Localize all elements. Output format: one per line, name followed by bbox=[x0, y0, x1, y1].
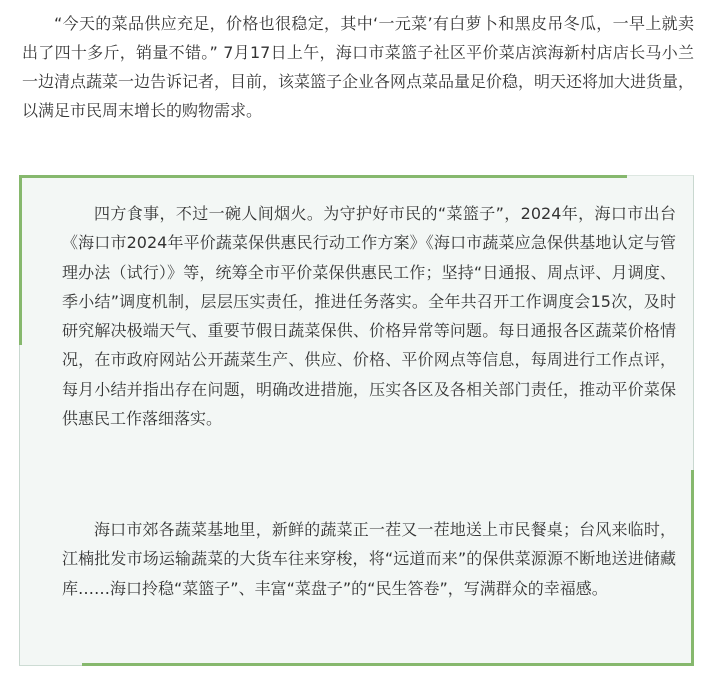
boxed-paragraph-closing: 海口市郊各蔬菜基地里，新鲜的蔬菜正一茬又一茬地送上市民餐桌；台风来临时，江楠批发市场运输蔬菜的大货车往来穿梭，将“远道而来”的保供菜源源不断地送进储藏库……海口拎稳“菜篮子”、丰富“菜盘子”的“民生答卷”，写满群众的幸福感。 bbox=[62, 520, 676, 598]
frame-accent-left bbox=[19, 175, 22, 345]
frame-accent-bottom bbox=[82, 663, 694, 666]
frame-accent-top bbox=[19, 175, 627, 178]
boxed-paragraph-policy: 四方食事，不过一碗人间烟火。为守护好市民的“菜篮子”，2024年，海口市出台《海口市2024年平价蔬菜保供惠民行动工作方案》《海口市蔬菜应急保供基地认定与管理办法（试行）》等，统筹全市平价菜保供惠民工作；坚持“日通报、周点评、月调度、季小结”调度机制，层层压实责任，推进任务落实。全年共召开工作调度会15次，及时研究解决极端天气、重要节假日蔬菜保供、价格异常等问题。每日通报各区蔬菜价格情况，在市政府网站公开蔬菜生产、供应、价格、平价网点等信息，每周进行工作点评，每月小结并指出存在问题，明确改进措施，压实各区及各相关部门责任，推动平价菜保供惠民工作落细落实。 bbox=[62, 204, 676, 429]
intro-paragraph: “今天的菜品供应充足，价格也很稳定，其中‘一元菜’有白萝卜和黑皮吊冬瓜，一早上就卖出了四十多斤，销量不错。” 7月17日上午，海口市菜篮子社区平价菜店滨海新村店店长马小兰一边清点蔬菜一边告诉记者，目前，该菜篮子企业各网点菜品量足价稳，明天还将加大进货量，以满足市民周末增长的购物需求。 bbox=[22, 14, 695, 120]
frame-accent-right bbox=[691, 470, 694, 666]
